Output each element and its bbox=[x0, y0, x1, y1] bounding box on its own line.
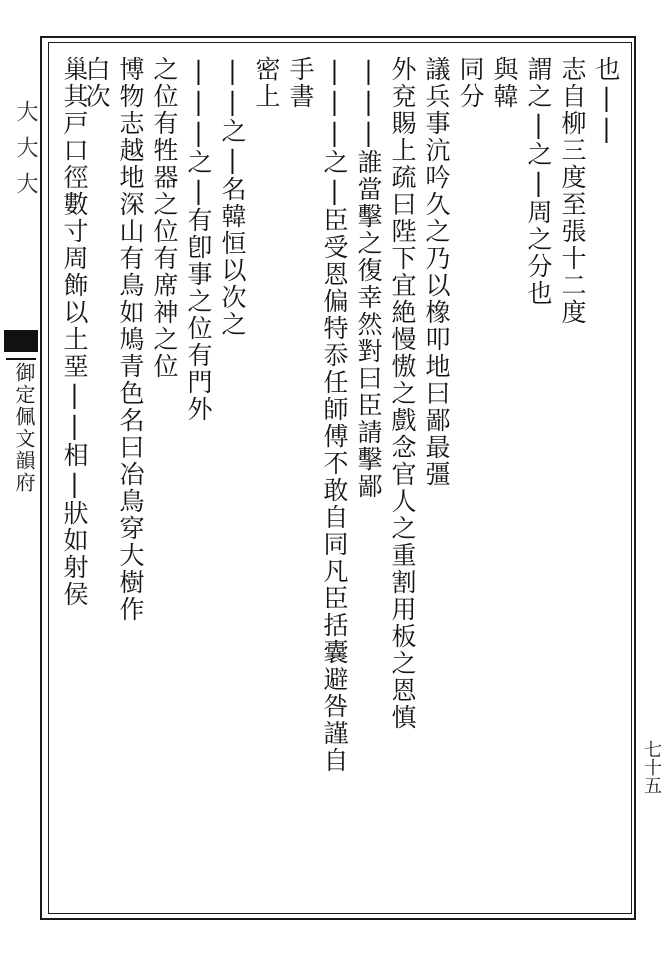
side-margin bbox=[4, 40, 38, 920]
text-column: 謂之|之|周之分也 bbox=[524, 56, 553, 307]
fish-tail-mark bbox=[4, 330, 38, 352]
margin-top-text: 大大大 bbox=[13, 100, 38, 208]
text-column: |||誰當擊之復幸然對曰臣請擊鄙 bbox=[354, 56, 383, 500]
text-column: 也|| bbox=[592, 56, 621, 145]
text-column: 之位有牲器之位有席神之位 bbox=[150, 56, 179, 380]
text-column: 密上 bbox=[252, 56, 281, 110]
fish-tail-rule bbox=[6, 358, 36, 360]
book-title: 御定佩文韻府 bbox=[12, 362, 36, 494]
text-column: 博物志越地深山有鳥如鳩青色名曰冶鳥穿大樹作 bbox=[116, 56, 145, 623]
text-column: 志自柳三度至張十二度 bbox=[558, 56, 587, 326]
text-column: 同分 bbox=[456, 56, 485, 110]
text-column: 外兗賜上疏曰陛下宜絶慢慠之戲念官人之重割用板之恩慎 bbox=[388, 56, 417, 731]
text-column: |||之|臣受恩偏特忝任師傅不敢自同凡臣括囊避咎謹自 bbox=[320, 56, 349, 774]
page-number: 七十五 bbox=[641, 740, 662, 794]
text-column: |||之|有卽事之位有門外 bbox=[184, 56, 213, 423]
text-column: 議兵事沆吟久之乃以橡叩地曰鄙最彊 bbox=[422, 56, 451, 488]
text-column: ||之|名韓恒以次之 bbox=[218, 56, 247, 338]
text-column: 與韓 bbox=[490, 56, 519, 110]
text-column: 白次 bbox=[82, 56, 111, 110]
text-column: 手書 bbox=[286, 56, 315, 110]
text-column: 巢其戸口徑數寸周飾以土堊||相|狀如射侯 bbox=[60, 56, 89, 608]
